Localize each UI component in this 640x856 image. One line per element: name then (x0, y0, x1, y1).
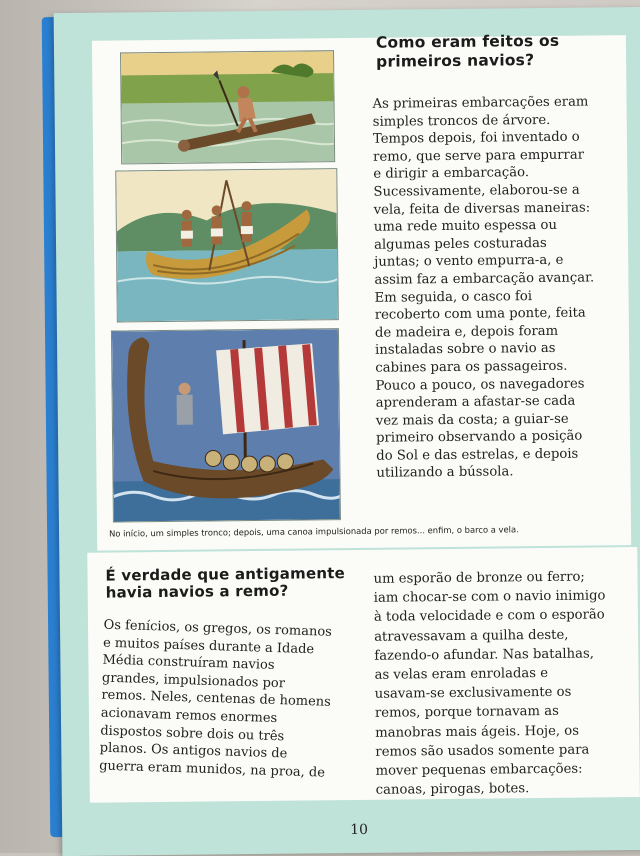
illustration-sailing-ship (111, 328, 341, 522)
illustration-reed-boat (115, 168, 339, 322)
section1-body: As primeiras embarcações eram simples troncos de árvore. Tempos depois, foi inventado o remo, que serve para empurrar e dirigir a embarcação. Sucessivamente, elaborou-se a vela, feita de diversas maneiras: uma rede muito espessa ou algumas peles costuradas juntas; o vento empurra-a, e assim faz a embarcação avançar. Em seguida, o casco foi recoberto com uma ponte, feita de madeira e, depois foram instaladas sobre o navio as cabines para os passageiros. Pouco a pouco, os navegadores aprenderam a afastar-se cada vez mais da costa; a guiar-se primeiro observando a posição do Sol e das estrelas, e depois utilizando a bússola. (372, 94, 595, 482)
illustration-log-raft (120, 50, 335, 164)
book-page (54, 7, 640, 856)
section2-body-right: um esporão de bronze ou ferro; iam chocar-se com o navio inimigo à toda velocidade e com o esporão atravessavam a quilha deste, fazendo-o afundar. Nas batalhas, as velas eram enroladas e usavam-se exclusivamente os remos, porque tornavam as manobras mais ágeis. Hoje, os remos são usados somente para mover pequenas embarcações: canoas, pirogas, botes. (373, 569, 606, 799)
section1-title: Como eram feitos os primeiros navios? (375, 31, 560, 71)
section2-title: É verdade que antigamente havia navios a remo? (105, 564, 345, 602)
section2-body-left: Os fenícios, os gregos, os romanos e muitos países durante a Idade Média construíram navios grandes, impulsionados por remos. Neles, centenas de homens acionavam remos enormes dispostos sobre dois ou três planos. Os antigos navios de guerra eram munidos, na proa, de (99, 617, 333, 781)
illustration-caption: No início, um simples tronco; depois, uma canoa impulsionada por remos... enfim, o barco a vela. (109, 524, 519, 539)
page-number: 10 (350, 821, 369, 839)
